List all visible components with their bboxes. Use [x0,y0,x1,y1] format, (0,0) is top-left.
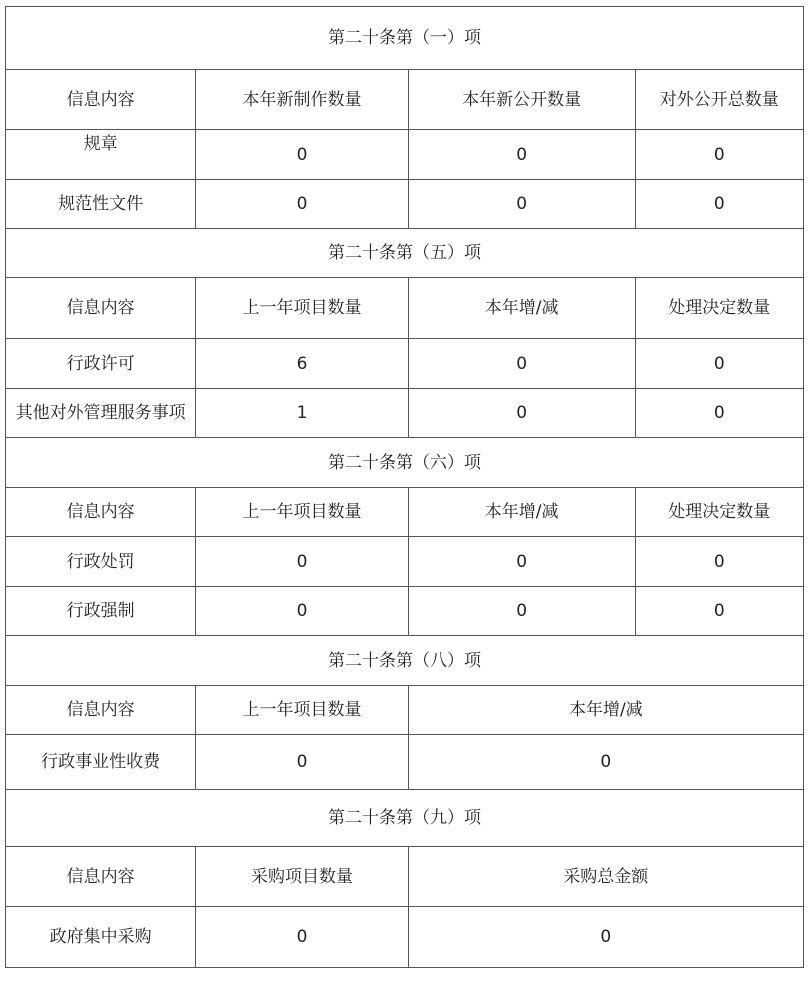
table-row [6,339,804,389]
value-cell: 0 [196,907,408,968]
table-row [6,537,804,587]
value-cell: 0 [196,180,408,229]
header-cell: 信息内容 [6,278,196,339]
header-row [6,278,804,339]
section-title-row [6,229,804,278]
value-cell: 1 [196,389,408,438]
row-label: 行政事业性收费 [6,735,196,790]
value-cell: 0 [408,389,635,438]
value-cell: 0 [635,130,803,180]
value-cell: 0 [635,537,803,587]
row-label: 规章 [6,130,196,180]
value-cell: 0 [635,180,803,229]
header-cell: 上一年项目数量 [196,488,408,537]
header-cell: 处理决定数量 [635,278,803,339]
header-cell: 上一年项目数量 [196,278,408,339]
section-title: 第二十条第（八）项 [6,636,804,686]
value-cell: 0 [196,735,408,790]
disclosure-table [5,6,804,968]
header-row [6,488,804,537]
section-title-row [6,438,804,488]
value-cell: 0 [408,907,803,968]
header-cell: 本年增/减 [408,278,635,339]
section-title: 第二十条第（六）项 [6,438,804,488]
section-title-row [6,790,804,847]
row-label: 规范性文件 [6,180,196,229]
header-cell: 本年增/减 [408,488,635,537]
table-row [6,587,804,636]
header-cell: 本年新制作数量 [196,70,408,130]
header-cell: 信息内容 [6,70,196,130]
value-cell: 0 [635,339,803,389]
value-cell: 0 [635,587,803,636]
row-label: 行政许可 [6,339,196,389]
value-cell: 0 [408,587,635,636]
value-cell: 0 [408,735,803,790]
section-title-row [6,636,804,686]
header-cell: 采购项目数量 [196,847,408,907]
value-cell: 0 [635,389,803,438]
value-cell: 6 [196,339,408,389]
header-cell: 信息内容 [6,686,196,735]
section-title: 第二十条第（九）项 [6,790,804,847]
section-title-row [6,7,804,70]
table-row [6,180,804,229]
value-cell: 0 [196,537,408,587]
header-cell: 对外公开总数量 [635,70,803,130]
value-cell: 0 [408,130,635,180]
row-label: 行政处罚 [6,537,196,587]
table-row [6,130,804,180]
value-cell: 0 [408,339,635,389]
header-row [6,686,804,735]
value-cell: 0 [408,180,635,229]
header-cell: 信息内容 [6,847,196,907]
row-label: 行政强制 [6,587,196,636]
value-cell: 0 [408,537,635,587]
row-label: 政府集中采购 [6,907,196,968]
header-cell: 信息内容 [6,488,196,537]
header-cell: 采购总金额 [408,847,803,907]
table-row [6,735,804,790]
value-cell: 0 [196,130,408,180]
header-cell: 本年增/减 [408,686,803,735]
section-title: 第二十条第（一）项 [6,7,804,70]
table-row [6,389,804,438]
row-label: 其他对外管理服务事项 [6,389,196,438]
value-cell: 0 [196,587,408,636]
table-row [6,907,804,968]
section-title: 第二十条第（五）项 [6,229,804,278]
header-row [6,847,804,907]
header-row [6,70,804,130]
header-cell: 本年新公开数量 [408,70,635,130]
header-cell: 处理决定数量 [635,488,803,537]
header-cell: 上一年项目数量 [196,686,408,735]
